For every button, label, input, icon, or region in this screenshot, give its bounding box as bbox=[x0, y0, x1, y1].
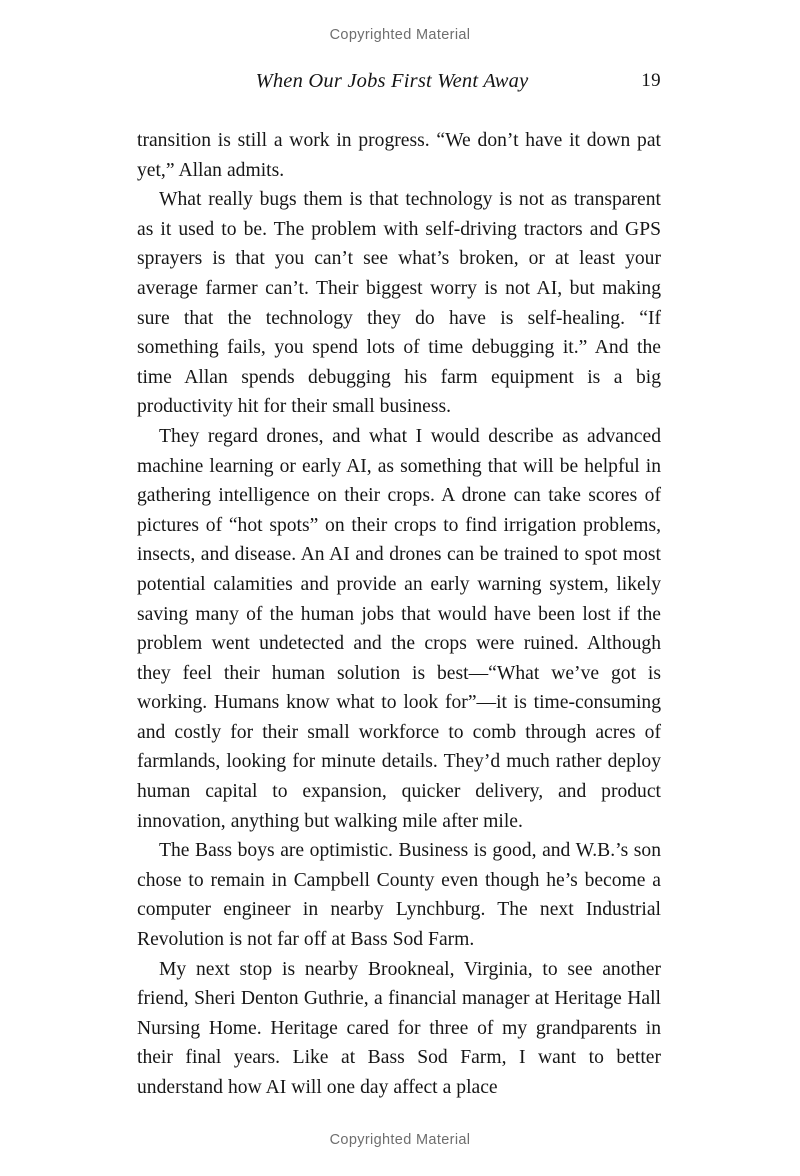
paragraph: transition is still a work in progress. “We don’t have it down pat yet,” Allan admits. bbox=[137, 130, 661, 181]
paragraph: What really bugs them is that technology is not as transparent as it used to be. The problem with self-driving tractors and GPS sprayers is that you can’t see what’s broken, or at least your average farmer can’t. Their biggest worry is not AI, but making sure that the technology they do have is self-healing. “If something fails, you spend lots of time debugging it.” And the time Allan spends debugging his farm equipment is a big productivity hit for their small business. bbox=[137, 189, 661, 418]
paragraph: My next stop is nearby Brookneal, Virginia, to see another friend, Sheri Denton Guthrie, a financial manager at Heritage Hall Nursing Home. Heritage cared for three of my grandparents in their final years. Like at Bass Sod Farm, I want to better understand how AI will one day affect a place bbox=[137, 958, 661, 1098]
paragraph: The Bass boys are optimistic. Business is good, and W.B.’s son chose to remain in Campbell County even though he’s become a computer engineer in nearby Lynchburg. The next Industrial Revolution is not far off at Bass Sod Farm. bbox=[137, 840, 661, 951]
copyright-watermark-bottom: Copyrighted Material bbox=[329, 1132, 471, 1148]
body-text-block bbox=[137, 126, 661, 1103]
copyright-watermark-top: Copyrighted Material bbox=[329, 27, 471, 43]
running-head-title: When Our Jobs First Went Away bbox=[255, 70, 529, 92]
paragraph: They regard drones, and what I would describe as advanced machine learning or early AI, as something that will be helpful in gathering intelligence on their crops. A drone can take scores of pictures of “hot spots” on their crops to find irrigation problems, insects, and disease. An AI and drones can be trained to spot most potential calamities and provide an early warning system, likely saving many of the human jobs that would have been lost if the problem went undetected and the crops were ruined. Although they feel their human solution is best—“What we’ve got is working. Humans know what to look for”—it is time-consuming and costly for their small workforce to comb through acres of farmlands, looking for minute details. They’d much rather deploy human capital to expansion, quicker delivery, and product innovation, anything but walking mile after mile. bbox=[137, 425, 661, 832]
running-head bbox=[137, 67, 661, 95]
page-number: 19 bbox=[641, 70, 661, 91]
